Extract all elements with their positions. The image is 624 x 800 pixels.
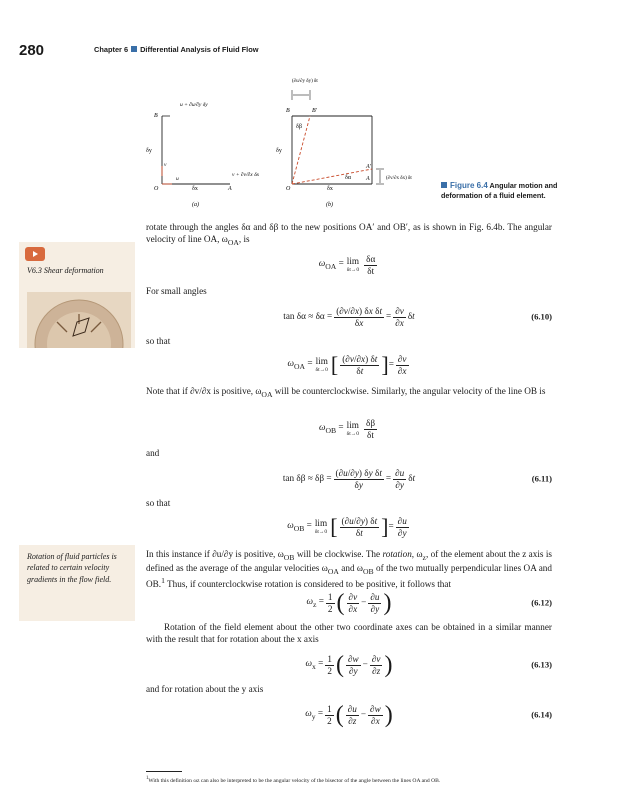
panel-b-label-a-prime: A′ [366,164,371,170]
panel-b-label-o: O [286,186,291,192]
equation-6-10: tan δα ≈ δα = $\frac{\text{(∂v/∂x) δx δt}}{\delta x}$ = $\frac{\partial v}{\partial x}$ δt (6.10) [283,305,552,328]
caption-square-icon [441,182,447,188]
panel-b-right-displacement: (∂v/∂x δx) δt [386,176,412,181]
header-square-icon [131,46,137,52]
panel-a-label-o: O [154,186,159,192]
panel-a-label-v: v [164,162,167,168]
equation-omega-oa: $\omega_{OA}$ = lim δt→0 [ $\frac{(\partial v/\partial x) \delta t}{\delta t}$ ] = $\frac{\partial v}{\partial x}$ [287,352,407,377]
panel-a-label-dy: δy [146,148,152,154]
chapter-label: Chapter 6 [94,45,129,54]
panel-a-right-velocity: v + ∂v/∂x δx [232,172,260,178]
so-that-text-1: so that [146,336,171,346]
equation-6-11: tan δβ ≈ δβ = $\frac{\text{(∂u/∂y) δy δt}}{\delta y}$ = $\frac{\partial u}{\partial y}$ δt (6.11) [282,467,552,490]
panel-b-label-b-prime: B′ [312,108,317,114]
equation-omega-oa-limit: $\omega_{OA}$ = lim δt→0 $\frac{\delta\alpha}{\delta t}$ [318,253,376,276]
panel-a-top-velocity: u + ∂u/∂y δy [180,102,208,108]
running-header [94,45,259,54]
figure-panel-a [146,102,260,208]
panel-a-label-dx: δx [192,186,198,192]
figure-6-4 [140,66,440,216]
page-number: 280 [19,42,45,59]
panel-b-label-dalpha: δα [345,175,351,181]
margin-note: Rotation of fluid particles is related to certain velocity gradients in the flow field. [19,545,135,621]
panel-b-label-dx: δx [327,186,333,192]
panel-a-label-a: A [228,186,232,192]
equation-6-13: $\omega_x$ = $\frac{1}{2}$ ( $\frac{\partial w}{\partial y}$ − $\frac{\partial v}{\partial z}$ ) (6.13) [305,652,552,678]
panel-a-tag: (a) [192,202,199,208]
equation-6-14: $\omega_y$ = $\frac{1}{2}$ ( $\frac{\partial u}{\partial z}$ − $\frac{\partial w}{\partial x}$ ) (6.14) [305,702,552,728]
footnote-rule [146,771,182,772]
so-that-text-2: so that [146,498,171,508]
paragraph-1: rotate through the angles δα and δβ to the new positions OA′ and OB′, as is shown in Fig. 6.4b. The angular velocity of line OA, $\omega_{OA}$, is [146,222,552,247]
equation-number-6-12: (6.12) [531,597,552,608]
paragraph-5: and for rotation about the y axis [146,684,264,694]
equation-omega-ob: $\omega_{OB}$ = lim δt→0 [ $\frac{(\partial u/\partial y) \delta t}{\delta t}$ ] = $\frac{\partial u}{\partial y}$ [287,514,407,539]
footnote-text: With this definition ωz can also be interpreted to be the angular velocity of the bisector of the angle between the lines OA and OB. [148,777,441,784]
panel-a-label-b: B [154,113,158,119]
panel-b-label-dbeta: δβ [296,124,302,130]
equation-number-6-10: (6.10) [531,311,552,322]
paragraph-2: Note that if ∂v/∂x is positive, $\omega_{OA}$ will be counterclockwise. Similarly, the angular velocity of the line OB is [146,386,546,399]
small-angles-text: For small angles [146,286,207,296]
figure-panel-b [276,78,412,208]
panel-b-label-b: B [286,108,290,114]
footnote [146,776,566,785]
equation-number-6-14: (6.14) [531,709,552,720]
figure-label: Figure 6.4 [450,181,488,190]
panel-b-tag: (b) [326,202,333,208]
video-title: V6.3 Shear deformation [27,266,104,275]
figure-caption-text: Angular motion and deformation of a fluid element. [441,181,558,201]
panel-b-label-a: A [366,176,370,182]
figure-caption [441,181,561,201]
panel-a-label-u: u [176,176,179,182]
chapter-title: Differential Analysis of Fluid Flow [140,45,259,54]
and-text: and [146,448,160,458]
equation-omega-ob-limit: $\omega_{OB}$ = lim δt→0 $\frac{\delta\beta}{\delta t}$ [318,417,375,440]
video-thumbnail[interactable] [27,292,131,348]
paragraph-3: In this instance if ∂u/∂y is positive, $\omega_{OB}$ will be clockwise. The rotation, $\omega_z$, of the element about the z axis is defined as the average of the angular velocities $\omega_{OA}$ and $\omega_{OB}$ of the two mutually perpendicular lines OA and OB.$^1$ Thus, if counterclockwise rotation is considered to be positive, it follows that [146,549,552,590]
video-sidebar[interactable] [19,242,135,348]
panel-b-top-displacement: (∂u/∂y δy) δt [292,79,318,84]
equation-number-6-11: (6.11) [531,473,552,484]
equation-number-6-13: (6.13) [531,659,552,670]
play-icon[interactable] [25,247,45,261]
footnote-mark: 1 [146,776,149,781]
equation-6-12: $\omega_z$ = $\frac{1}{2}$ ( $\frac{\partial v}{\partial x}$ − $\frac{\partial u}{\partial y}$ ) (6.12) [306,590,552,616]
paragraph-4: Rotation of the field element about the other two coordinate axes can be obtained in a similar manner with the result that for rotation about the x axis [146,622,552,644]
panel-b-label-dy: δy [276,148,282,154]
